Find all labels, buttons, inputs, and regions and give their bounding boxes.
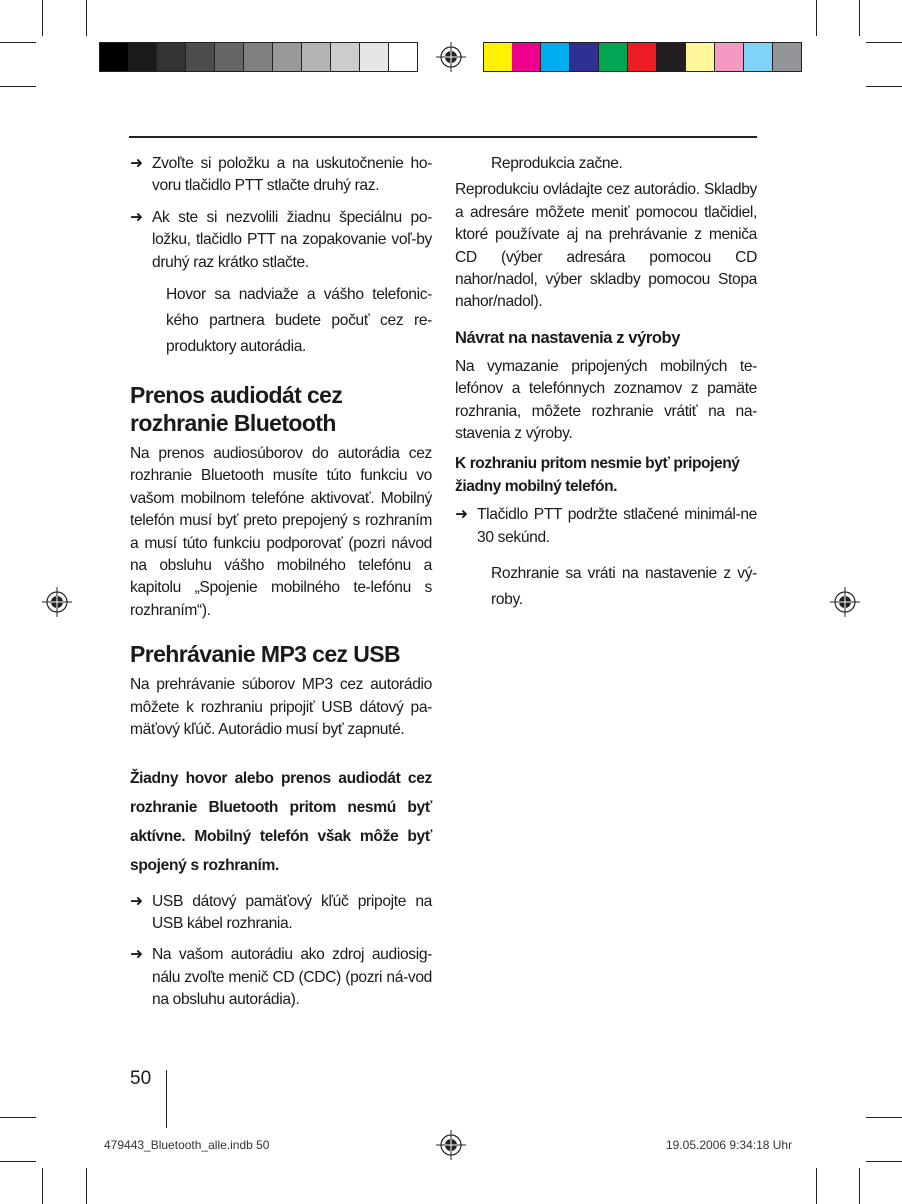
crop-mark (42, 0, 43, 36)
instruction-step (130, 207, 432, 274)
instruction-step (130, 944, 432, 1011)
color-swatch (331, 42, 360, 72)
crop-mark (0, 86, 36, 87)
arrow-right-icon: ➜ (130, 155, 143, 172)
step-text: Tlačidlo PTT podržte stlačené minimál-ne 30 sekúnd. (477, 506, 757, 546)
crop-mark (866, 42, 902, 43)
instruction-step (130, 891, 432, 936)
warning-note: Žiadny hovor alebo prenos audiodát cez rozhranie Bluetooth pritom nesmú byť aktívne. Mobilný telefón však môže byť spojený s rozhraním. (130, 769, 432, 874)
color-swatch (302, 42, 331, 72)
result-note: Hovor sa nadviaže a vášho telefonic-kého partnera budete počuť cez re-produktory autorádia. (166, 286, 432, 356)
color-swatch (244, 42, 273, 72)
color-swatch (389, 42, 418, 72)
step-text: Na vašom autorádiu ako zdroj audiosig-nálu zvoľte menič CD (CDC) (pozri ná-vod na obsluhu autorádia). (152, 946, 432, 1009)
crop-mark (866, 1161, 902, 1162)
reset-condition: K rozhraniu pritom nesmie byť pripojený žiadny mobilný telefón. (455, 455, 740, 495)
paragraph-reset: Na vymazanie pripojených mobilných te-lefónov a telefónnych zoznamov z pamäte rozhrania, môžete rozhranie vrátiť na na-stavenia z výroby. (455, 357, 757, 443)
color-swatch (715, 42, 744, 72)
crop-mark (859, 1168, 860, 1204)
section-heading-reset: Návrat na nastavenia z výroby (455, 328, 681, 347)
result-note: Reprodukcia začne. (491, 155, 623, 172)
gutter-mark (166, 1070, 167, 1128)
paragraph-bluetooth: Na prenos audiosúborov do autorádia cez rozhranie Bluetooth musíte túto funkciu vo vašom mobilnom telefóne aktivovať. Mobilný telefón musí byť preto prepojený s rozhraním a musí túto funkciu podporovať (pozri návod na obsluhu vášho mobilného telefónu a kapitolu „Spojenie mobilného te-lefónu s rozhraním“). (130, 445, 432, 619)
instruction-step (130, 153, 432, 198)
crop-mark (0, 1117, 36, 1118)
color-swatch (483, 42, 513, 72)
color-swatch (215, 42, 244, 72)
color-swatch (360, 42, 389, 72)
registration-mark-icon (830, 587, 860, 617)
color-swatch (128, 42, 157, 72)
color-swatch (686, 42, 715, 72)
crop-mark (866, 1117, 902, 1118)
color-swatch (599, 42, 628, 72)
arrow-right-icon: ➜ (455, 506, 468, 524)
registration-mark-icon (42, 587, 72, 617)
instruction-step (455, 504, 757, 549)
arrow-right-icon: ➜ (130, 892, 143, 910)
crop-mark (0, 1161, 36, 1162)
color-swatch (744, 42, 773, 72)
page-number: 50 (130, 1068, 152, 1089)
crop-mark (86, 1168, 87, 1204)
color-swatch (157, 42, 186, 72)
step-text: Ak ste si nezvolili žiadnu špeciálnu po-ložku, tlačidlo PTT na zopakovanie voľ-by druhý raz krátko stlačte. (152, 208, 432, 271)
color-swatch (273, 42, 302, 72)
color-swatch (512, 42, 541, 72)
crop-mark (816, 1168, 817, 1204)
color-swatch (657, 42, 686, 72)
file-slug: 479443_Bluetooth_alle.indb 50 (104, 1138, 270, 1152)
registration-mark-icon (436, 42, 466, 72)
step-text: Zvoľte si položku a na uskutočnenie ho-voru tlačidlo PTT stlačte druhý raz. (152, 155, 432, 195)
paragraph-mp3: Na prehrávanie súborov MP3 cez autorádio môžete k rozhraniu pripojiť USB dátový pa-mäťový kľúč. Autorádio musí byť zapnuté. (130, 676, 432, 739)
step-text: USB dátový pamäťový kľúč pripojte na USB kábel rozhrania. (152, 892, 432, 932)
crop-mark (866, 86, 902, 87)
crop-mark (0, 42, 36, 43)
left-column (130, 153, 432, 1012)
registration-mark-icon (436, 1130, 466, 1160)
paragraph-control: Reprodukciu ovládajte cez autorádio. Skladby a adresáre môžete meniť pomocou tlačidiel, ktoré používate aj na prehrávanie z meniča CD (výber adresára pomocou CD nahor/nadol, výber skladby pomocou Stopa nahor/nadol). (455, 181, 757, 311)
color-swatch (99, 42, 129, 72)
result-note: Rozhranie sa vráti na nastavenie z vý-roby. (491, 565, 757, 609)
right-column (455, 153, 757, 613)
section-heading-mp3: Prehrávanie MP3 cez USB (130, 641, 400, 668)
arrow-right-icon: ➜ (130, 946, 143, 964)
crop-mark (42, 1168, 43, 1204)
color-swatch (570, 42, 599, 72)
date-slug: 19.05.2006 9:34:18 Uhr (666, 1138, 793, 1152)
arrow-right-icon: ➜ (130, 208, 143, 226)
color-swatch (541, 42, 570, 72)
header-rule (129, 136, 757, 138)
color-swatch (773, 42, 802, 72)
crop-mark (816, 0, 817, 36)
color-swatch (186, 42, 215, 72)
section-heading-bluetooth: Prenos audiodát cez rozhranie Bluetooth (130, 382, 343, 437)
color-swatch (628, 42, 657, 72)
crop-mark (86, 0, 87, 36)
crop-mark (859, 0, 860, 36)
